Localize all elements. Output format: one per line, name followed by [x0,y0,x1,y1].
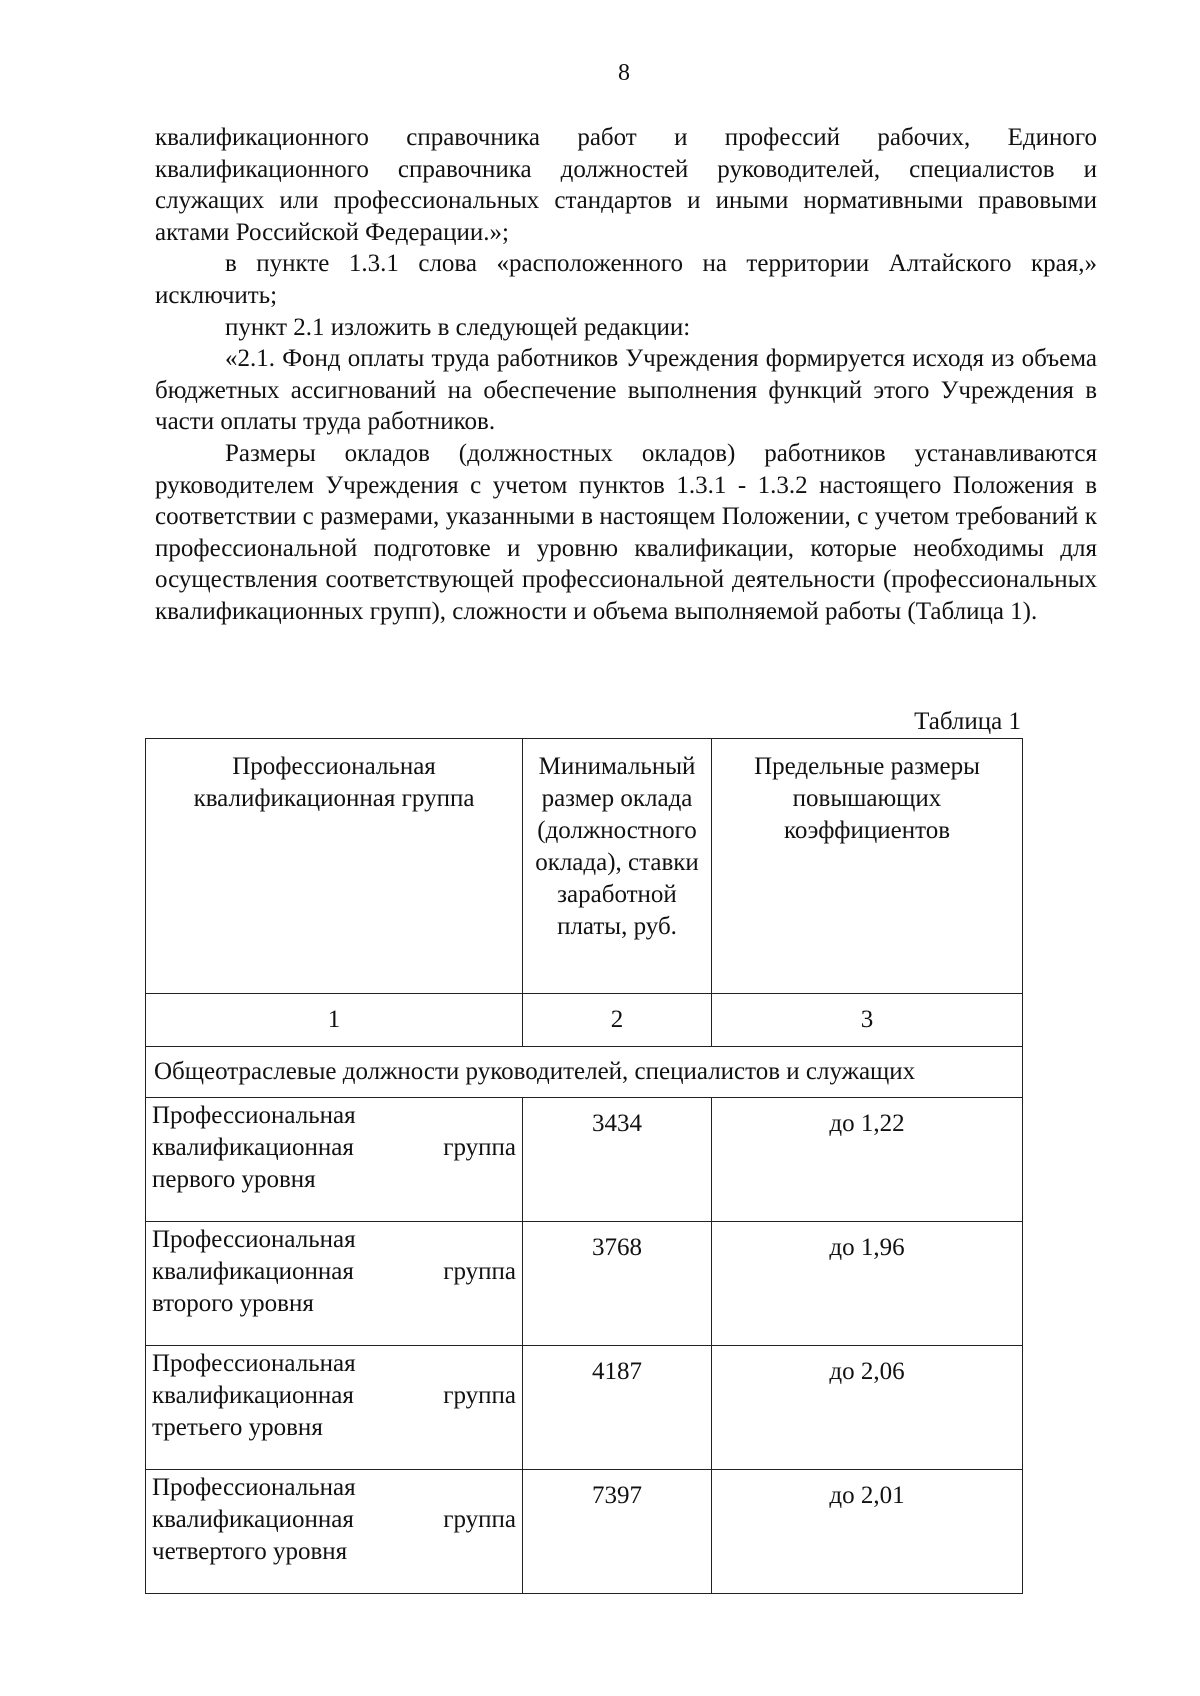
group-cell: Профессиональная квалификационная группа четвертого уровня [146,1470,523,1594]
table-header-row [146,739,1023,994]
section-title: Общеотраслевые должности руководителей, специалистов и служащих [146,1047,1023,1098]
paragraph-3: пункт 2.1 изложить в следующей редакции: [225,313,691,341]
salary-table [145,738,1023,1594]
paragraph-2: в пункте 1.3.1 слова «расположенного на территории Алтайского края,» исключить; [155,250,1097,309]
table-row [146,1346,1023,1470]
group-cell: Профессиональная квалификационная группа второго уровня [146,1222,523,1346]
paragraph-4: «2.1. Фонд оплаты труда работников Учреждения формируется исходя из объема бюджетных ассигнований на обеспечение выполнения функций этого Учреждения в части оплаты труда работников. [155,345,1097,436]
coef-cell: до 2,01 [712,1470,1023,1594]
header-group: Профессиональная квалификационная группа [146,739,523,994]
salary-cell: 3434 [523,1098,712,1222]
column-number: 1 [146,994,523,1047]
header-salary: Минимальный размер оклада (должностного оклада), ставки заработной платы, руб. [523,739,712,994]
coef-cell: до 1,22 [712,1098,1023,1222]
header-coef: Предельные размеры повышающих коэффициентов [712,739,1023,994]
section-row [146,1047,1023,1098]
table-row [146,1222,1023,1346]
table-row [146,1470,1023,1594]
salary-cell: 4187 [523,1346,712,1470]
paragraph-1: квалификационного справочника работ и профессий рабочих, Единого квалификационного справочника должностей руководителей, специалистов и служащих или профессиональных стандартов и иными нормативными правовыми актами Российской Федерации.»; [155,124,1097,246]
coef-cell: до 2,06 [712,1346,1023,1470]
paragraph-5: Размеры окладов (должностных окладов) работников устанавливаются руководителем Учреждения с учетом пунктов 1.3.1 - 1.3.2 настоящего Положения в соответствии с размерами, указанными в настоящем Положении, с учетом требований к профессиональной подготовке и уровню квалификации, которые необходимы для осуществления соответствующей профессиональной деятельности (профессиональных квалификационных групп), сложности и объема выполняемой работы (Таблица 1). [155,439,1097,625]
table-row [146,1098,1023,1222]
table-caption: Таблица 1 [914,708,1021,735]
column-number-row [146,994,1023,1047]
column-number: 3 [712,994,1023,1047]
group-cell: Профессиональная квалификационная группа третьего уровня [146,1346,523,1470]
salary-cell: 3768 [523,1222,712,1346]
page-number: 8 [618,60,630,86]
coef-cell: до 1,96 [712,1222,1023,1346]
document-body [155,122,1097,628]
salary-cell: 7397 [523,1470,712,1594]
column-number: 2 [523,994,712,1047]
group-cell: Профессиональная квалификационная группа первого уровня [146,1098,523,1222]
